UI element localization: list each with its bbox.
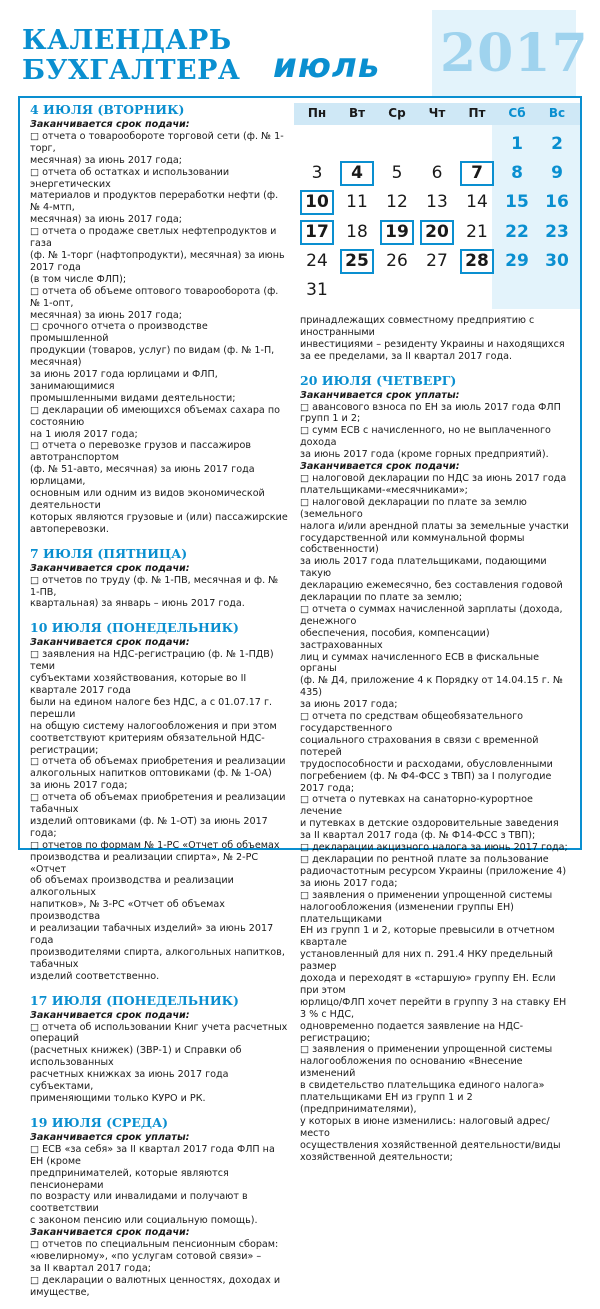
text-line: плательщиками-«месячниками»; [300,484,468,496]
text-line: за июнь 2017 года; [30,780,128,792]
text-line: с законом пенсию или социальную помощь). [30,1215,258,1227]
list-item: □ отчета об остатках и использовании энергетических [30,167,288,191]
calendar-day-header: Сб [508,106,526,120]
text-line: социального страхования в связи с временной потерей [300,734,539,758]
text-line: месячная) за июнь 2017 года; [30,309,183,321]
calendar-day: 16 [545,192,569,213]
calendar-day: 11 [346,192,368,213]
subheading: Заканчивается срок подачи: [300,461,460,473]
calendar-day-header: Вт [348,106,366,120]
text-line: налогообложения по основанию «Внесение изменений [300,1056,523,1080]
text-line: налогообложения (изменении группы ЕН) плательщиками [300,901,514,925]
text-line: инвестициями – резиденту Украины и находящихся [300,338,565,350]
list-item: □ отчета о товарообороте торговой сети (ф. № 1-торг, [30,131,288,155]
section-title: 19 ИЮЛЯ (СРЕДА) [30,1114,169,1130]
calendar-day: 26 [386,250,408,271]
subheading: Заканчивается срок уплаты: [300,389,460,401]
text-line: за июнь 2017 года; [300,877,398,889]
list-item: □ декларации акцизного налога за июнь 2017 года; [300,842,572,854]
text-line: (ф. № 51-авто, месячная) за июнь 2017 года юрлицами, [30,464,255,488]
calendar-day: 28 [460,249,494,274]
calendar-day-header: Чт [428,106,446,120]
text-line: месячная) за июнь 2017 года; [30,214,183,226]
subheading: Заканчивается срок подачи: [30,119,190,130]
page-title-line-2: БУХГАЛТЕРА [22,55,241,86]
deadline-section [30,993,288,1105]
list-item: □ срочного отчета о производстве промышленной [30,321,288,345]
text-line: государственной или коммунальной формы собственности) [300,532,525,556]
text-line: основным или одним из видов экономической деятельности [30,488,265,511]
calendar-day: 1 [511,134,523,154]
text-line: производителями спирта, алкогольных напитков, табачных [30,946,285,970]
subheading: Заканчивается срок подачи: [30,1009,190,1021]
deadline-section [30,1115,288,1299]
text-line: одновременно подается заявление на НДС-регистрацию; [300,1020,524,1044]
list-item: □ отчетов по труду (ф. № 1-ПВ, месячная и ф. № 1-ПВ, [30,575,288,599]
text-line: были на едином налоге без НДС, а с 01.07.17 г. перешли [30,696,273,720]
text-line: на 1 июля 2017 года; [30,428,138,440]
subheading: Заканчивается срок уплаты: [30,1131,190,1143]
text-line: обеспечения, пособия, компенсации) застрахованных [300,627,490,651]
subheading: Заканчивается срок подачи: [30,637,190,649]
calendar-day: 17 [300,220,334,245]
list-item: □ налоговой декларации по плате за землю (земельного [300,497,572,521]
subheading: Заканчивается срок подачи: [30,1227,190,1239]
calendar-day: 5 [391,163,403,184]
list-item: □ отчета об объемах приобретения и реализации [30,756,288,768]
text-line: квартальная) за январь – июнь 2017 года. [30,598,245,610]
text-line: лиц и суммах начисленного ЕСВ в фискальные органы [300,651,540,675]
calendar-day: 21 [466,221,488,242]
calendar-day: 31 [306,280,328,300]
calendar-day: 25 [340,249,374,274]
text-line: (ф. № 1-торг (нафтопродукти), месячная) за июнь 2017 года [30,249,285,273]
subheading: Заканчивается срок подачи: [30,562,190,574]
text-line: (в том числе ФЛП); [30,273,127,285]
text-line: хозяйственной деятельности; [300,1151,453,1163]
month-calendar [294,103,580,309]
text-line: за июнь 2017 года (кроме горных предприятий). [300,449,549,461]
text-line: алкогольных напитков оптовиками (ф. № 1-ОА) [30,768,272,780]
text-line: производства и реализации спирта», № 2-РС «Отчет [30,851,259,875]
list-item: □ декларации об имеющихся объемах сахара по состоянию [30,405,288,429]
text-line: за II квартал 2017 года (ф. № Ф14-ФСС з ТВП); [300,830,536,842]
text-line: изделий соответственно. [30,970,160,982]
calendar-day: 30 [545,250,569,271]
list-item: □ отчета об объемах приобретения и реализации табачных [30,792,288,816]
text-line: промышленными видами деятельности; [30,392,236,404]
list-item: □ отчета о продаже светлых нефтепродуктов и газа [30,226,288,250]
list-item: □ отчета о путевках на санаторно-курортное лечение [300,794,572,818]
calendar-day-header: Пт [468,106,486,120]
calendar-day: 9 [551,163,563,184]
text-line: осуществления хозяйственной деятельности/виды [300,1139,561,1151]
calendar-day: 22 [505,221,529,242]
text-line: за июнь 2017 года юрлицами и ФЛП, занимающимися [30,369,218,392]
text-line: автоперевозки. [30,523,109,535]
text-line: (ф. № Д4, приложение 4 к Порядку от 14.04.15 г. № 435) [300,675,563,699]
calendar-day: 23 [545,221,569,242]
list-item: □ заявления о применении упрощенной системы [300,1044,572,1056]
text-line: соответствуют критериям обязательной НДС-регистрации; [30,732,265,756]
calendar-day-header: Вс [548,106,566,120]
text-line: декларацию ежемесячно, без составления годовой [300,580,563,592]
text-line: на общую систему налогообложения и при этом [30,720,277,732]
text-line: напитков», № 3-РС «Отчет об объемах производства [30,899,225,923]
text-line: и реализации табачных изделий» за июнь 2017 года [30,923,274,946]
section-title: 10 ИЮЛЯ (ПОНЕДЕЛЬНИК) [30,620,239,636]
list-item: □ заявления о применении упрощенной системы [300,890,572,902]
calendar-day: 6 [431,163,443,184]
calendar-day-header: Пн [307,106,327,120]
text-line: у которых в июне изменились: налоговый адрес/место [300,1115,550,1139]
list-item: □ отчета о перевозке грузов и пассажиров автотранспортом [30,440,288,464]
text-line: налога и/или арендной платы за земельные участки [300,520,569,532]
text-line: «ювелирному», «по услугам сотовой связи» – [30,1250,262,1262]
continued-text [300,315,572,363]
text-line: за II квартал 2017 года; [30,1262,151,1274]
deadline-section [30,546,288,611]
section-title: 7 ИЮЛЯ (ПЯТНИЦА) [30,545,188,561]
list-item: □ авансового взноса по ЕН за июль 2017 года ФЛП групп 1 и 2; [300,402,572,426]
calendar-day: 12 [386,192,408,213]
text-line: за июль 2017 года плательщиками, подающими такую [300,556,547,580]
text-line: дохода и переходят в «старшую» группу ЕН. Если при этом [300,973,556,996]
calendar-day: 10 [300,190,334,215]
text-line: погребением (ф. № Ф4-ФСС з ТВП) за I полугодие 2017 года; [300,770,552,794]
month-label: июль [273,46,381,86]
year-label: 2017 [440,23,589,84]
text-line: по возрасту или инвалидами и получают в соответствии [30,1191,248,1215]
list-item: □ декларации по рентной плате за пользование [300,854,572,866]
list-item: □ налоговой декларации по НДС за июнь 2017 года [300,473,572,485]
text-line: за ее пределами, за II квартал 2017 года. [300,350,513,362]
calendar-day-header: Ср [388,106,406,120]
section-title: 20 ИЮЛЯ (ЧЕТВЕРГ) [300,372,457,388]
list-item: □ заявления на НДС-регистрацию (ф. № 1-ПДВ) теми [30,649,288,673]
list-item: □ декларации о валютных ценностях, доходах и имуществе, [30,1275,288,1299]
calendar-day: 29 [505,250,529,271]
calendar-day: 19 [380,220,414,245]
list-item: □ сумм ЕСВ с начисленного, но не выплаченного дохода [300,425,572,449]
text-line: продукции (товаров, услуг) по видам (ф. № 1-П, месячная) [30,345,275,369]
text-line: декларации по плате за землю; [300,592,463,604]
deadline-section [300,373,572,1164]
deadline-section [30,620,288,982]
text-line: расчетных книжках за июнь 2017 года субъектами, [30,1069,229,1093]
calendar-day: 13 [426,192,448,213]
text-line: и путевках в детские оздоровительные заведения [300,818,559,830]
deadline-section [30,102,288,536]
calendar-day: 8 [511,163,523,184]
text-line: об объемах производства и реализации алкогольных [30,875,234,899]
calendar-day: 7 [460,161,494,186]
text-line: предпринимателей, которые являются пенсионерами [30,1167,229,1191]
text-line: субъектами хозяйствования, которые во II квартале 2017 года [30,673,247,696]
calendar-day: 3 [311,163,323,184]
calendar-day: 2 [551,134,563,154]
text-line: за июнь 2017 года; [300,699,398,711]
calendar-day: 15 [505,192,529,213]
calendar-day: 27 [426,250,448,271]
text-line: установленный для них п. 291.4 НКУ предельный размер [300,949,553,973]
text-line: материалов и продуктов переработки нефти (ф. № 4-мтп, [30,190,279,214]
list-item: □ отчета по средствам общеобязательного государственного [300,711,572,735]
text-line: принадлежащих совместному предприятию с иностранными [300,315,535,338]
text-line: которых являются грузовые и (или) пассажирские [30,511,288,523]
text-line: юрлицо/ФЛП хочет перейти в группу 3 на ставку ЕН 3 % с НДС, [300,996,567,1020]
text-line: плательщиками ЕН из групп 1 и 2 (предпринимателями), [300,1092,473,1115]
calendar-day: 24 [306,250,328,271]
text-line: изделий оптовиками (ф. № 1-ОТ) за июнь 2017 года; [30,815,268,839]
text-line: (расчетных книжек) (ЗВР-1) и Справки об использованных [30,1045,242,1069]
list-item: □ отчетов по специальным пенсионным сборам: [30,1239,288,1251]
left-column [30,102,288,1309]
calendar-day: 4 [340,161,374,186]
text-line: месячная) за июнь 2017 года; [30,154,183,166]
text-line: ЕН из групп 1 и 2, которые превысили в отчетном квартале [300,925,555,949]
calendar-day: 14 [466,192,488,213]
section-title: 17 ИЮЛЯ (ПОНЕДЕЛЬНИК) [30,992,239,1008]
calendar-day: 20 [420,220,454,245]
list-item: □ отчета о суммах начисленной зарплаты (дохода, денежного [300,604,572,628]
page-title-line-1: КАЛЕНДАРЬ [22,25,232,56]
list-item: □ отчета об использовании Книг учета расчетных операций [30,1022,288,1046]
list-item: □ ЕСВ «за себя» за II квартал 2017 года ФЛП на ЕН (кроме [30,1144,288,1168]
list-item: □ отчетов по формам № 1-РС «Отчет об объемах [30,840,288,852]
list-item: □ отчета об объеме оптового товарооборота (ф. № 1-опт, [30,286,288,310]
section-title: 4 ИЮЛЯ (ВТОРНИК) [30,102,185,117]
right-column [300,315,572,1174]
text-line: в свидетельство плательщика единого налога» [300,1080,545,1092]
text-line: радиочастотным ресурсом Украины (приложение 4) [300,865,567,877]
calendar-day: 18 [346,221,368,242]
text-line: применяющими только КУРО и РК. [30,1092,206,1104]
text-line: трудоспособности и расходами, обусловленными [300,758,553,770]
